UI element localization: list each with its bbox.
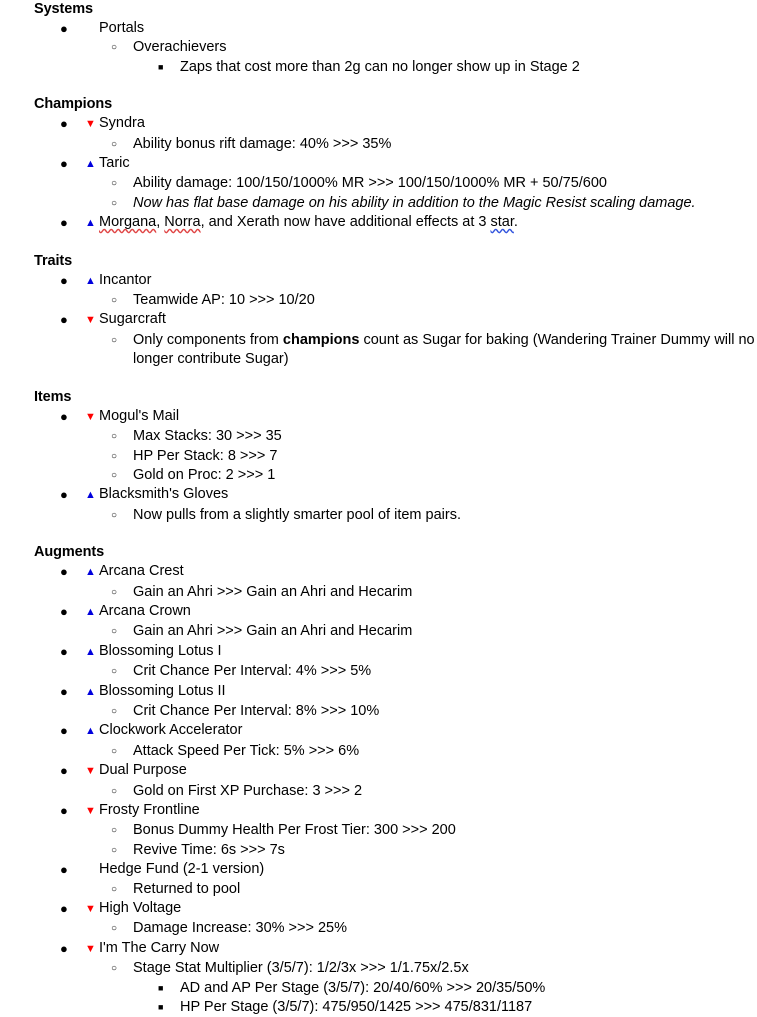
list-bullet-icon: ● — [60, 862, 68, 878]
list-bullet-icon: ● — [60, 643, 68, 659]
list-item-text: Blossoming Lotus I — [99, 642, 222, 659]
list-item — [0, 19, 757, 38]
section-heading: Systems — [34, 1, 93, 17]
list-item-text: Arcana Crest — [99, 563, 184, 580]
nerf-arrow-icon: ▼ — [85, 118, 96, 131]
list-item-text: Crit Chance Per Interval: 4% >>> 5% — [133, 663, 372, 680]
list-item — [0, 506, 757, 525]
list-bullet-icon: ● — [60, 408, 68, 424]
list-bullet-icon: ● — [60, 215, 68, 231]
list-bullet-icon: ● — [60, 312, 68, 328]
buff-arrow-icon: ▲ — [85, 217, 96, 230]
buff-arrow-icon: ▲ — [85, 274, 96, 287]
list-item-text: Arcana Crown — [99, 602, 191, 619]
list-bullet-icon: ○ — [111, 923, 118, 935]
list-item — [0, 485, 757, 505]
list-item-text: Teamwide AP: 10 >>> 10/20 — [133, 292, 315, 309]
list-item — [0, 407, 757, 427]
list-item — [0, 310, 757, 330]
nerf-arrow-icon: ▼ — [85, 942, 96, 955]
list-item-text: Syndra — [99, 115, 145, 132]
list-item-text: Overachievers — [133, 39, 227, 56]
list-item-text: Now pulls from a slightly smarter pool of item pairs. — [133, 506, 461, 523]
list-item — [0, 801, 757, 821]
section-spacer — [0, 234, 757, 252]
list-bullet-icon: ○ — [111, 469, 118, 481]
list-item — [0, 662, 757, 681]
list-item-text: Ability damage: 100/150/1000% MR >>> 100/150/1000% MR + 50/75/600 — [133, 175, 607, 192]
list-bullet-icon: ● — [60, 603, 68, 619]
list-bullet-icon: ■ — [158, 1002, 164, 1013]
list-bullet-icon: ■ — [158, 982, 164, 993]
list-bullet-icon: ● — [60, 272, 68, 288]
list-item — [0, 821, 757, 840]
list-bullet-icon: ○ — [111, 586, 118, 598]
list-item-text: HP Per Stage (3/5/7): 475/950/1425 >>> 475/831/1187 — [180, 999, 533, 1016]
list-bullet-icon: ○ — [111, 42, 118, 54]
list-item — [0, 271, 757, 291]
list-item-text: Morgana, Norra, and Xerath now have additional effects at 3 star. — [99, 214, 518, 231]
list-item — [0, 642, 757, 662]
list-bullet-icon: ● — [60, 487, 68, 503]
list-item-text: Gain an Ahri >>> Gain an Ahri and Hecarim — [133, 583, 413, 600]
nerf-arrow-icon: ▼ — [85, 314, 96, 327]
list-bullet-icon: ○ — [111, 138, 118, 150]
buff-arrow-icon: ▲ — [85, 158, 96, 171]
list-item — [0, 213, 757, 233]
list-item-text: Damage Increase: 30% >>> 25% — [133, 920, 348, 937]
list-bullet-icon: ● — [60, 763, 68, 779]
list-item-text: Taric — [99, 155, 130, 172]
list-item — [0, 899, 757, 919]
list-bullet-icon: ● — [60, 116, 68, 132]
list-item-text: Clockwork Accelerator — [99, 722, 243, 739]
list-item — [0, 919, 757, 938]
list-item — [0, 114, 757, 134]
emphasis-bold: champions — [282, 331, 360, 348]
list-item — [0, 761, 757, 781]
list-item-text: Hedge Fund (2-1 version) — [99, 861, 265, 878]
list-bullet-icon: ● — [60, 564, 68, 580]
list-bullet-icon: ○ — [111, 509, 118, 521]
list-item-text: Returned to pool — [133, 880, 241, 897]
list-bullet-icon: ○ — [111, 825, 118, 837]
list-bullet-icon: ○ — [111, 963, 118, 975]
list-item — [0, 841, 757, 860]
list-bullet-icon: ○ — [111, 431, 118, 443]
list-bullet-icon: ● — [60, 901, 68, 917]
spellcheck-underline: Norra — [164, 214, 201, 231]
list-item — [0, 447, 757, 466]
list-item-text: Now has flat base damage on his ability in addition to the Magic Resist scaling damage. — [133, 194, 696, 211]
list-item — [0, 583, 757, 602]
buff-arrow-icon: ▲ — [85, 605, 96, 618]
list-bullet-icon: ○ — [111, 745, 118, 757]
section-heading: Traits — [34, 252, 73, 269]
list-item — [0, 742, 757, 761]
list-item — [0, 562, 757, 582]
grammar-underline: star — [490, 214, 514, 231]
list-bullet-icon: ● — [60, 723, 68, 739]
list-bullet-icon: ○ — [111, 785, 118, 797]
list-item-text: Stage Stat Multiplier (3/5/7): 1/2/3x >>> 1/1.75x/2.5x — [133, 960, 469, 977]
list-item — [0, 998, 757, 1017]
list-item — [0, 331, 757, 370]
list-item-text: Zaps that cost more than 2g can no longer show up in Stage 2 — [180, 58, 580, 75]
list-item — [0, 860, 757, 879]
list-item — [0, 135, 757, 154]
list-bullet-icon: ● — [60, 940, 68, 956]
nerf-arrow-icon: ▼ — [85, 903, 96, 916]
list-item-text: HP Per Stack: 8 >>> 7 — [133, 447, 278, 464]
list-bullet-icon: ● — [60, 156, 68, 172]
buff-arrow-icon: ▲ — [85, 566, 96, 579]
list-item-text: Attack Speed Per Tick: 5% >>> 6% — [133, 742, 360, 759]
list-item — [0, 880, 757, 899]
list-bullet-icon: ○ — [111, 844, 118, 856]
list-item-text: Ability bonus rift damage: 40% >>> 35% — [133, 135, 392, 152]
section-spacer — [0, 525, 757, 543]
list-item — [0, 622, 757, 641]
list-item — [0, 682, 757, 702]
list-bullet-icon: ● — [60, 803, 68, 818]
list-item — [0, 466, 757, 485]
section-spacer — [0, 370, 757, 388]
section-spacer — [0, 77, 757, 95]
list-bullet-icon: ○ — [111, 334, 118, 346]
section-heading: Champions — [34, 96, 113, 113]
list-bullet-icon: ○ — [111, 178, 118, 190]
list-item — [0, 58, 757, 77]
buff-arrow-icon: ▲ — [85, 645, 96, 658]
list-item-text: Portals — [99, 20, 145, 36]
list-item — [0, 702, 757, 721]
list-item-text: Bonus Dummy Health Per Frost Tier: 300 >>> 200 — [133, 822, 456, 839]
section-heading: Items — [34, 388, 72, 405]
list-item-text: I'm The Carry Now — [99, 939, 220, 956]
section-heading: Augments — [34, 544, 105, 561]
list-item-text: AD and AP Per Stage (3/5/7): 20/40/60% >>> 20/35/50% — [180, 979, 546, 996]
buff-arrow-icon: ▲ — [85, 489, 96, 502]
nerf-arrow-icon: ▼ — [85, 410, 96, 423]
list-bullet-icon: ● — [60, 683, 68, 699]
list-item-text: Gold on First XP Purchase: 3 >>> 2 — [133, 782, 363, 799]
list-item — [0, 194, 757, 213]
list-bullet-icon: ○ — [111, 450, 118, 462]
list-item-text: Revive Time: 6s >>> 7s — [133, 841, 285, 858]
list-item — [0, 979, 757, 998]
list-bullet-icon: ● — [60, 21, 68, 36]
list-item — [0, 427, 757, 446]
list-item — [0, 154, 757, 174]
list-item-text: Gain an Ahri >>> Gain an Ahri and Hecarim — [133, 623, 413, 640]
list-bullet-icon: ○ — [111, 666, 118, 678]
list-item — [0, 174, 757, 193]
list-item-text: Max Stacks: 30 >>> 35 — [133, 428, 282, 445]
list-item-text: Dual Purpose — [99, 762, 187, 779]
spellcheck-underline: Morgana — [99, 214, 157, 231]
list-bullet-icon: ■ — [158, 61, 164, 72]
list-item-text: Incantor — [99, 271, 152, 288]
list-item — [0, 38, 757, 57]
list-bullet-icon: ○ — [111, 626, 118, 638]
list-item-text: Gold on Proc: 2 >>> 1 — [133, 466, 276, 483]
nerf-arrow-icon: ▼ — [85, 805, 96, 817]
list-item-text: Frosty Frontline — [99, 802, 200, 818]
list-item-text: Sugarcraft — [99, 311, 166, 328]
list-bullet-icon: ○ — [111, 883, 118, 895]
list-item-text: Crit Chance Per Interval: 8% >>> 10% — [133, 702, 380, 719]
list-item-text: Mogul's Mail — [99, 407, 180, 424]
list-item — [0, 602, 757, 622]
list-item — [0, 291, 757, 310]
list-item — [0, 721, 757, 741]
buff-arrow-icon: ▲ — [85, 725, 96, 738]
nerf-arrow-icon: ▼ — [85, 765, 96, 778]
list-item-text: High Voltage — [99, 900, 182, 917]
list-item — [0, 782, 757, 801]
list-item — [0, 959, 757, 978]
list-item — [0, 939, 757, 959]
buff-arrow-icon: ▲ — [85, 685, 96, 698]
list-bullet-icon: ○ — [111, 197, 118, 209]
list-bullet-icon: ○ — [111, 295, 118, 307]
list-bullet-icon: ○ — [111, 705, 118, 717]
list-item-text: Blossoming Lotus II — [99, 682, 226, 699]
list-item-text: Blacksmith's Gloves — [99, 486, 229, 503]
list-item-text: Only components from champions count as Sugar for baking (Wandering Trainer Dummy will no longer contribute Sugar) — [133, 331, 755, 368]
